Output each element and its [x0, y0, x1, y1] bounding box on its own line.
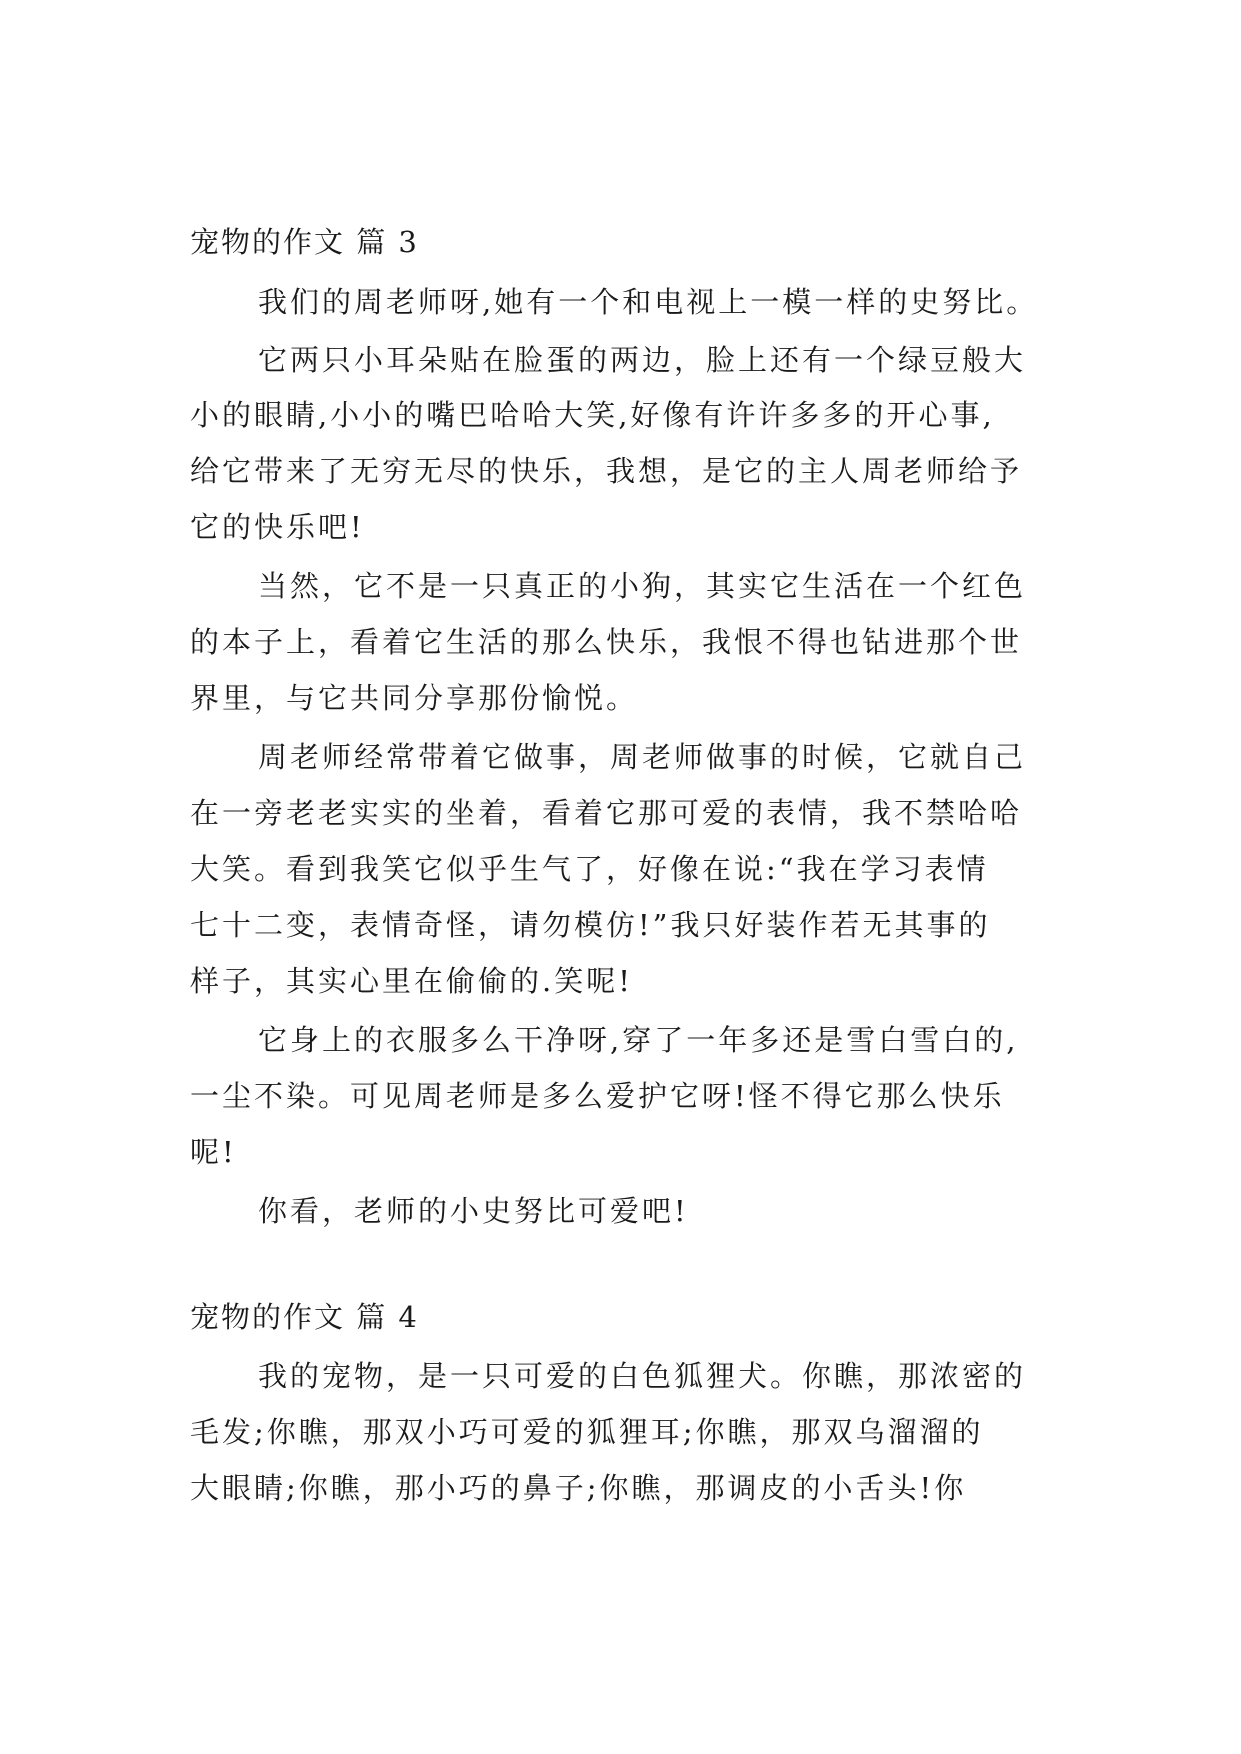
section-heading-4: 宠物的作文 篇 4: [190, 1300, 419, 1334]
paragraph-line: 界里，与它共同分享那份愉悦。: [190, 681, 639, 715]
paragraph-line: 小的眼睛,小小的嘴巴哈哈大笑,好像有许许多多的开心事,: [190, 398, 995, 432]
paragraph-line: 它两只小耳朵贴在脸蛋的两边，脸上还有一个绿豆般大: [258, 343, 1027, 377]
paragraph-line: 它身上的衣服多么干净呀,穿了一年多还是雪白雪白的,: [258, 1023, 1019, 1057]
paragraph-line: 给它带来了无穷无尽的快乐，我想，是它的主人周老师给予: [190, 454, 1023, 488]
paragraph-line: 七十二变，表情奇怪，请勿模仿!”我只好装作若无其事的: [190, 908, 991, 942]
paragraph-line: 它的快乐吧!: [190, 510, 365, 544]
paragraph-line: 一尘不染。可见周老师是多么爱护它呀!怪不得它那么快乐: [190, 1079, 1005, 1113]
section-heading-3: 宠物的作文 篇 3: [190, 225, 419, 259]
paragraph-line: 毛发;你瞧，那双小巧可爱的狐狸耳;你瞧，那双乌溜溜的: [190, 1415, 984, 1449]
paragraph-line: 我们的周老师呀,她有一个和电视上一模一样的史努比。: [258, 285, 1039, 319]
paragraph-line: 样子，其实心里在偷偷的.笑呢!: [190, 964, 633, 998]
paragraph-line: 大笑。看到我笑它似乎生气了，好像在说:“我在学习表情: [190, 852, 989, 886]
paragraph-line: 当然，它不是一只真正的小狗，其实它生活在一个红色: [258, 569, 1027, 603]
paragraph-line: 呢!: [190, 1135, 237, 1169]
paragraph-line: 的本子上，看着它生活的那么快乐，我恨不得也钻进那个世: [190, 625, 1023, 659]
paragraph-line: 大眼睛;你瞧，那小巧的鼻子;你瞧，那调皮的小舌头!你: [190, 1471, 967, 1505]
paragraph-line: 你看，老师的小史努比可爱吧!: [258, 1194, 689, 1228]
paragraph-line: 在一旁老老实实的坐着，看着它那可爱的表情，我不禁哈哈: [190, 796, 1023, 830]
paragraph-line: 我的宠物，是一只可爱的白色狐狸犬。你瞧，那浓密的: [258, 1359, 1027, 1393]
paragraph-line: 周老师经常带着它做事，周老师做事的时候，它就自己: [258, 740, 1027, 774]
